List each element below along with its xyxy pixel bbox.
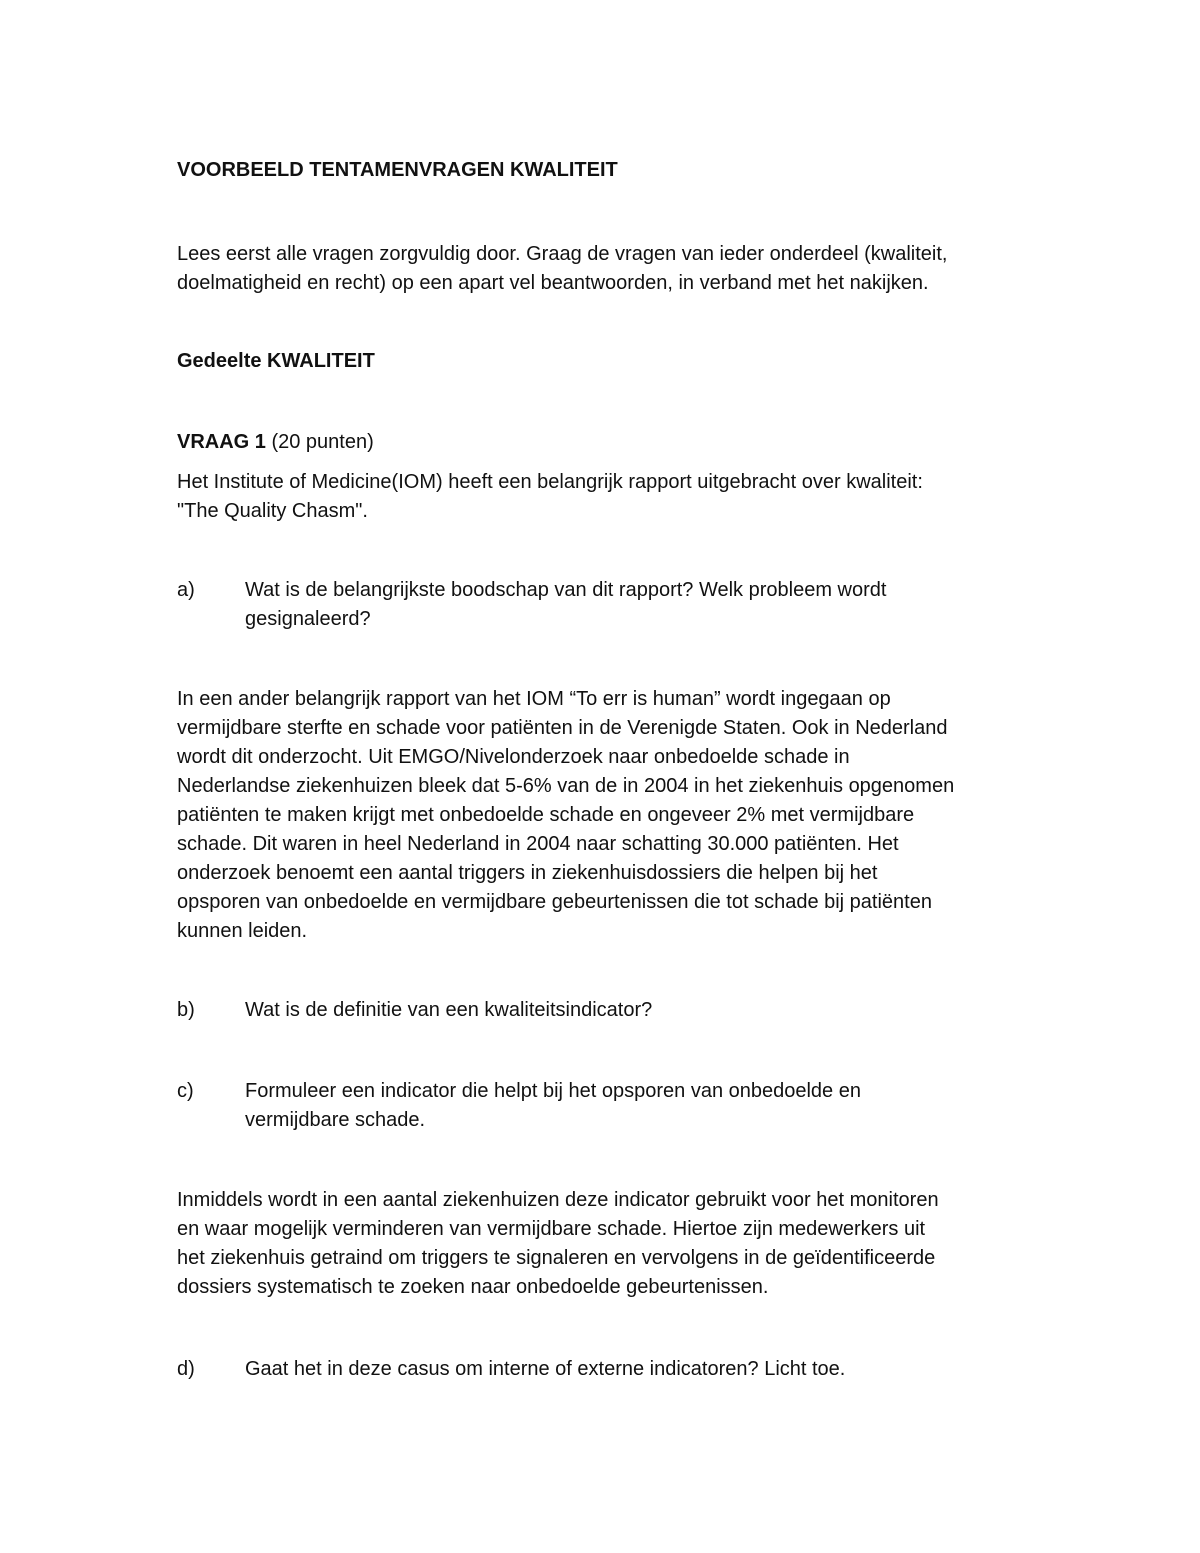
question-intro-line: "The Quality Chasm". [177, 500, 368, 522]
case-line: In een ander belangrijk rapport van het IOM “To err is human” wordt ingegaan op [177, 688, 891, 710]
question-intro-line: Het Institute of Medicine(IOM) heeft een belangrijk rapport uitgebracht over kwaliteit: [177, 471, 923, 493]
sub-question-letter: a) [177, 579, 195, 601]
case-line: patiënten te maken krijgt met onbedoelde schade en ongeveer 2% met vermijdbare [177, 804, 915, 826]
sub-question-text [245, 1077, 1035, 1135]
sub-question-line: Gaat het in deze casus om interne of externe indicatoren? Licht toe. [245, 1358, 846, 1380]
followup-line: het ziekenhuis getraind om triggers te signaleren en vervolgens in de geïdentificeerde [177, 1247, 936, 1269]
case-line: Nederlandse ziekenhuizen bleek dat 5-6% van de in 2004 in het ziekenhuis opgenomen [177, 775, 955, 797]
sub-question-line: Wat is de belangrijkste boodschap van dit rapport? Welk probleem wordt [245, 579, 887, 601]
intro-line: Lees eerst alle vragen zorgvuldig door. Graag de vragen van ieder onderdeel (kwaliteit, [177, 243, 948, 265]
case-line: wordt dit onderzocht. Uit EMGO/Nivelonderzoek naar onbedoelde schade in [177, 746, 850, 768]
case-line: vermijdbare sterfte en schade voor patiënten in de Verenigde Staten. Ook in Nederland [177, 717, 948, 739]
followup-line: en waar mogelijk verminderen van vermijdbare schade. Hiertoe zijn medewerkers uit [177, 1218, 926, 1240]
sub-question-line: gesignaleerd? [245, 608, 371, 630]
case-paragraph [177, 685, 1037, 946]
case-line: kunnen leiden. [177, 920, 308, 942]
sub-question-letter: d) [177, 1358, 195, 1380]
intro-line: doelmatigheid en recht) op een apart vel beantwoorden, in verband met het nakijken. [177, 272, 929, 294]
sub-question-line: Formuleer een indicator die helpt bij het opsporen van onbedoelde en [245, 1080, 861, 1102]
followup-paragraph [177, 1186, 1037, 1302]
section-title: Gedeelte KWALITEIT [177, 350, 375, 372]
sub-question-text [245, 576, 1035, 634]
case-line: onderzoek benoemt een aantal triggers in ziekenhuisdossiers die helpen bij het [177, 862, 878, 884]
sub-question-line: vermijdbare schade. [245, 1109, 426, 1131]
sub-question-text [245, 1355, 1035, 1384]
question-label: VRAAG 1 [177, 431, 266, 453]
intro-paragraph [177, 240, 1037, 298]
document-title: VOORBEELD TENTAMENVRAGEN KWALITEIT [177, 159, 618, 181]
sub-question-letter: b) [177, 999, 195, 1021]
followup-line: Inmiddels wordt in een aantal ziekenhuizen deze indicator gebruikt voor het monitoren [177, 1189, 939, 1211]
case-line: schade. Dit waren in heel Nederland in 2004 naar schatting 30.000 patiënten. Het [177, 833, 899, 855]
sub-question-line: Wat is de definitie van een kwaliteitsindicator? [245, 999, 653, 1021]
question-heading [177, 428, 1037, 457]
question-intro [177, 468, 1037, 526]
followup-line: dossiers systematisch te zoeken naar onbedoelde gebeurtenissen. [177, 1276, 769, 1298]
case-line: opsporen van onbedoelde en vermijdbare gebeurtenissen die tot schade bij patiënten [177, 891, 932, 913]
question-points: (20 punten) [271, 431, 374, 453]
sub-question-text [245, 996, 1035, 1025]
sub-question-letter: c) [177, 1080, 194, 1102]
